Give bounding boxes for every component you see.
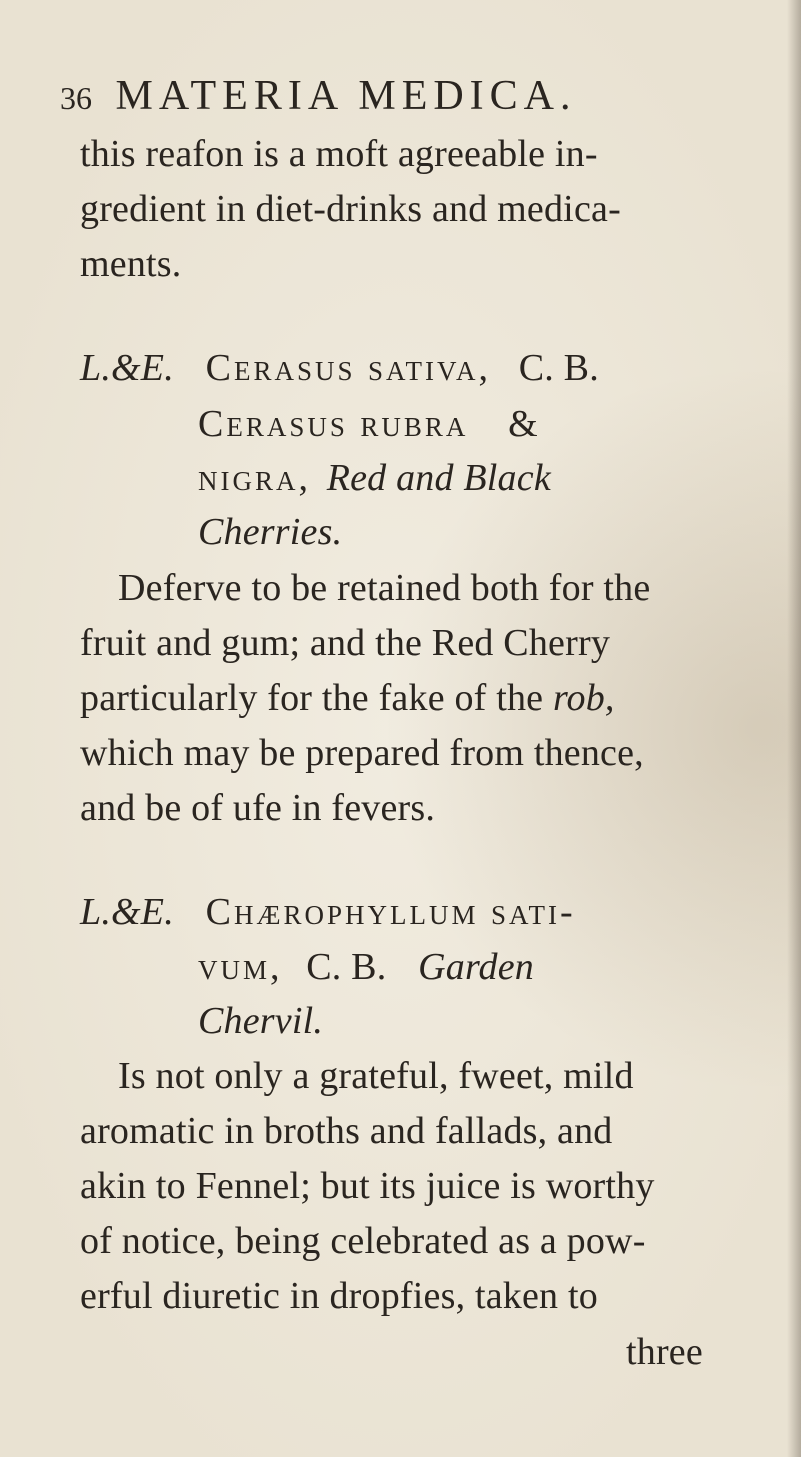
body-line: aromatic in broths and fallads, and	[80, 1110, 613, 1152]
body-line: fruit and gum; and the Red Cherry	[80, 622, 611, 664]
page-number: 36	[60, 80, 92, 116]
common-name: Red and Black	[326, 457, 551, 499]
latin-name: Cerasus rubra	[198, 403, 469, 445]
body-line: erful diuretic in dropfies, taken to	[80, 1275, 598, 1317]
entry-heading-cont	[198, 456, 551, 500]
authority-ref: C. B.	[306, 946, 387, 988]
text-line: ments.	[80, 243, 182, 285]
catchword: three	[626, 1331, 703, 1373]
text-line	[80, 132, 740, 176]
running-header	[60, 72, 577, 120]
text-line: gredient in diet-drinks and medica-	[80, 188, 621, 230]
body-line: which may be prepared from thence,	[80, 732, 644, 774]
body-line: Is not only a grateful, fweet, mild	[118, 1055, 634, 1097]
body-line: Deferve to be retained both for the	[118, 567, 651, 609]
ampersand: &	[508, 403, 538, 445]
body-line: and be of ufe in fevers.	[80, 787, 436, 829]
latin-name: nigra,	[198, 457, 311, 499]
pharmacopoeia-label: L.&E.	[80, 891, 174, 933]
latin-name: Chærophyllum sati-	[205, 891, 576, 933]
entry-heading	[80, 890, 576, 934]
entry-heading-cont	[198, 945, 534, 989]
latin-name: Cerasus sativa,	[205, 347, 492, 389]
entry-heading	[80, 346, 599, 390]
text-line-content: this reafon is a moft agreeable in-	[80, 133, 598, 175]
italic-term: rob,	[552, 677, 615, 719]
common-name: Garden	[418, 946, 535, 988]
common-name: Cherries.	[198, 511, 343, 553]
page-title: MATERIA MEDICA.	[115, 73, 577, 119]
body-line	[80, 676, 615, 720]
body-line-text: particularly for the fake of the	[80, 677, 553, 719]
entry-heading-cont	[198, 402, 538, 446]
common-name: Chervil.	[198, 1000, 324, 1042]
body-line: akin to Fennel; but its juice is worthy	[80, 1165, 655, 1207]
pharmacopoeia-label: L.&E.	[80, 347, 174, 389]
page-edge-shadow	[787, 0, 801, 1457]
body-line: of notice, being celebrated as a pow-	[80, 1220, 646, 1262]
authority-ref: C. B.	[518, 347, 599, 389]
latin-name: vum,	[198, 946, 283, 988]
